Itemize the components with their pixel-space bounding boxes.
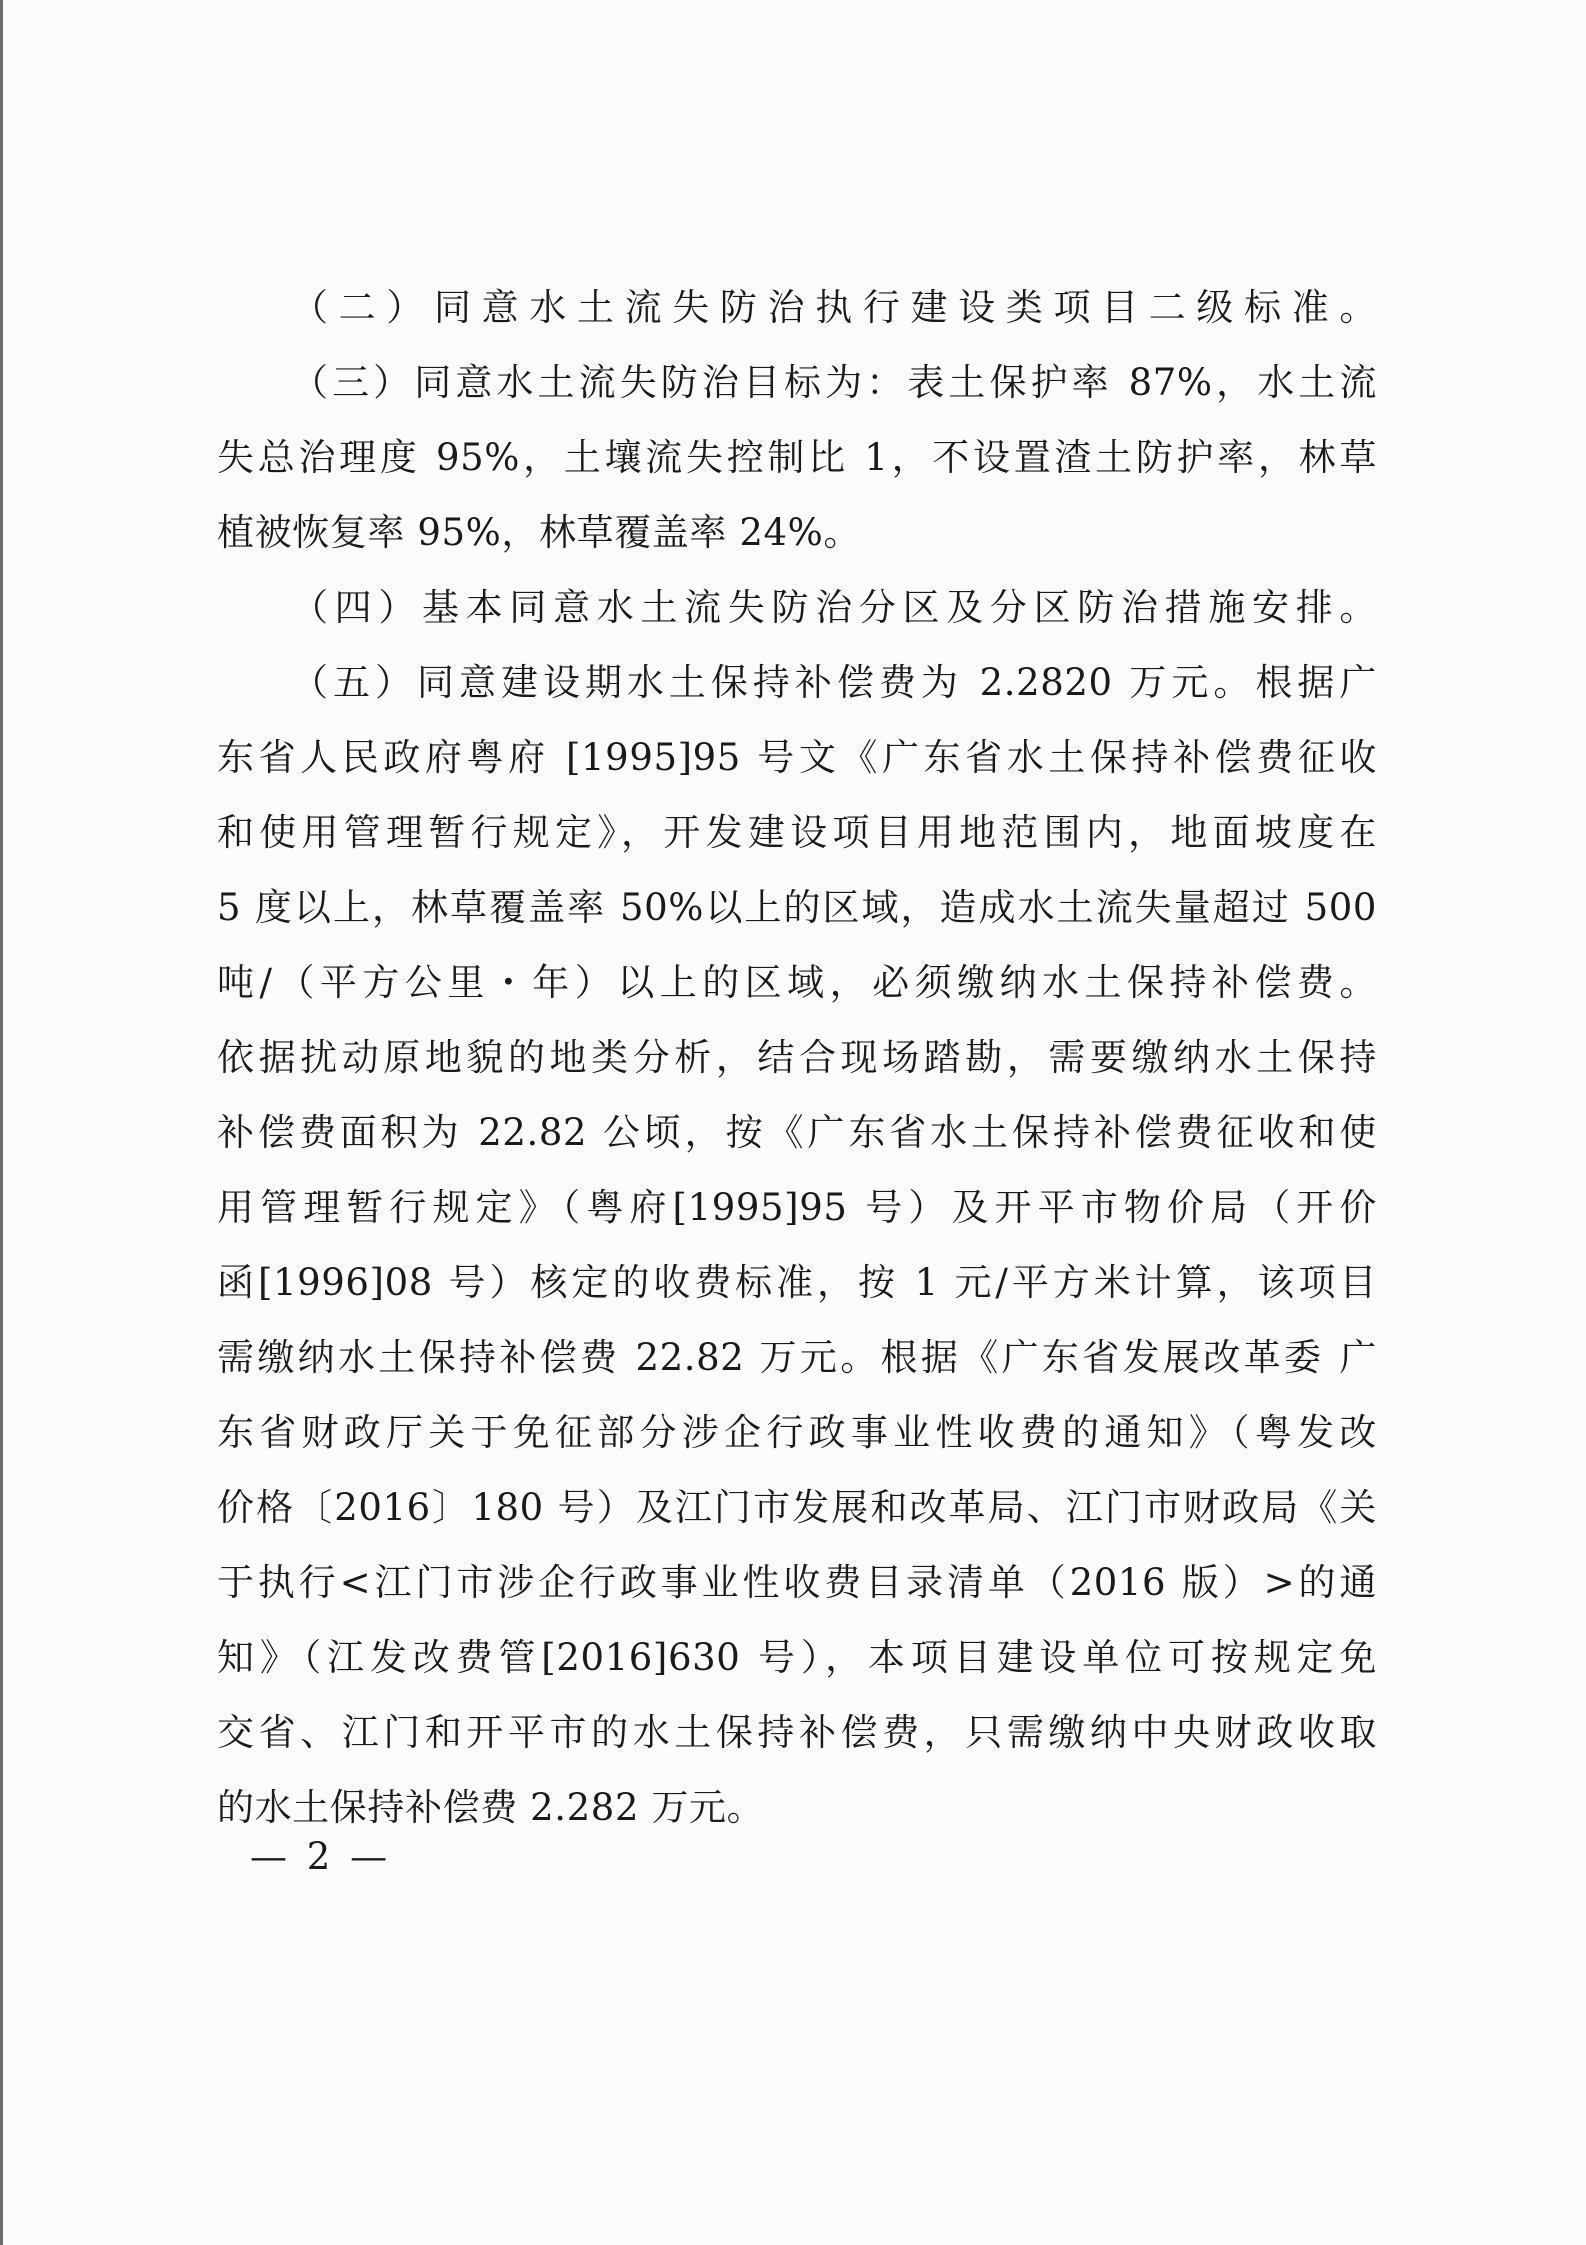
- paragraph-5-line: 函[1996]08 号）核定的收费标准，按 1 元/平方米计算，该项目: [217, 1261, 1377, 1304]
- page-number: — 2 —: [250, 1835, 392, 1878]
- paragraph-3-line: （三）同意水土流失防治目标为：表土保护率 87%，水土流: [291, 361, 1377, 404]
- paragraph-4-line: （四）基本同意水土流失防治分区及分区防治措施安排。: [291, 586, 1377, 629]
- paragraph-5-line: 补偿费面积为 22.82 公顷，按《广东省水土保持补偿费征收和使: [217, 1111, 1377, 1154]
- paragraph-5-line: 依据扰动原地貌的地类分析，结合现场踏勘，需要缴纳水土保持: [217, 1036, 1377, 1079]
- paragraph-5-line: 东省人民政府粤府 [1995]95 号文《广东省水土保持补偿费征收: [217, 736, 1377, 779]
- paragraph-5-line: 交省、江门和开平市的水土保持补偿费，只需缴纳中央财政收取: [217, 1711, 1377, 1754]
- paragraph-5-line: 价格〔2016〕180 号）及江门市发展和改革局、江门市财政局《关: [217, 1486, 1377, 1529]
- paragraph-5-line: 东省财政厅关于免征部分涉企行政事业性收费的通知》（粤发改: [217, 1411, 1377, 1454]
- paragraph-5-line: 用管理暂行规定》（粤府[1995]95 号）及开平市物价局（开价: [217, 1186, 1377, 1229]
- paragraph-5-line: 需缴纳水土保持补偿费 22.82 万元。根据《广东省发展改革委 广: [217, 1336, 1377, 1379]
- paragraph-5-line: 吨/（平方公里・年）以上的区域，必须缴纳水土保持补偿费。: [217, 961, 1377, 1004]
- paragraph-5-line: 的水土保持补偿费 2.282 万元。: [217, 1786, 765, 1829]
- paragraph-5-line: 和使用管理暂行规定》，开发建设项目用地范围内，地面坡度在: [217, 811, 1377, 854]
- document-body: [217, 270, 1377, 1845]
- paragraph-3-line: 失总治理度 95%，土壤流失控制比 1，不设置渣土防护率，林草: [217, 436, 1377, 479]
- paragraph-3-line: 植被恢复率 95%，林草覆盖率 24%。: [217, 511, 861, 554]
- paragraph-5-line: 于执行<江门市涉企行政事业性收费目录清单（2016 版）>的通: [217, 1561, 1377, 1604]
- paragraph-5-line: 知》（江发改费管[2016]630 号），本项目建设单位可按规定免: [217, 1636, 1377, 1679]
- paragraph-5-line: （五）同意建设期水土保持补偿费为 2.2820 万元。根据广: [291, 661, 1377, 704]
- scan-edge: [0, 0, 3, 2245]
- paragraph-2-line: （二）同意水土流失防治执行建设类项目二级标准。: [291, 286, 1377, 329]
- paragraph-5-line: 5 度以上，林草覆盖率 50%以上的区域，造成水土流失量超过 500: [217, 886, 1377, 929]
